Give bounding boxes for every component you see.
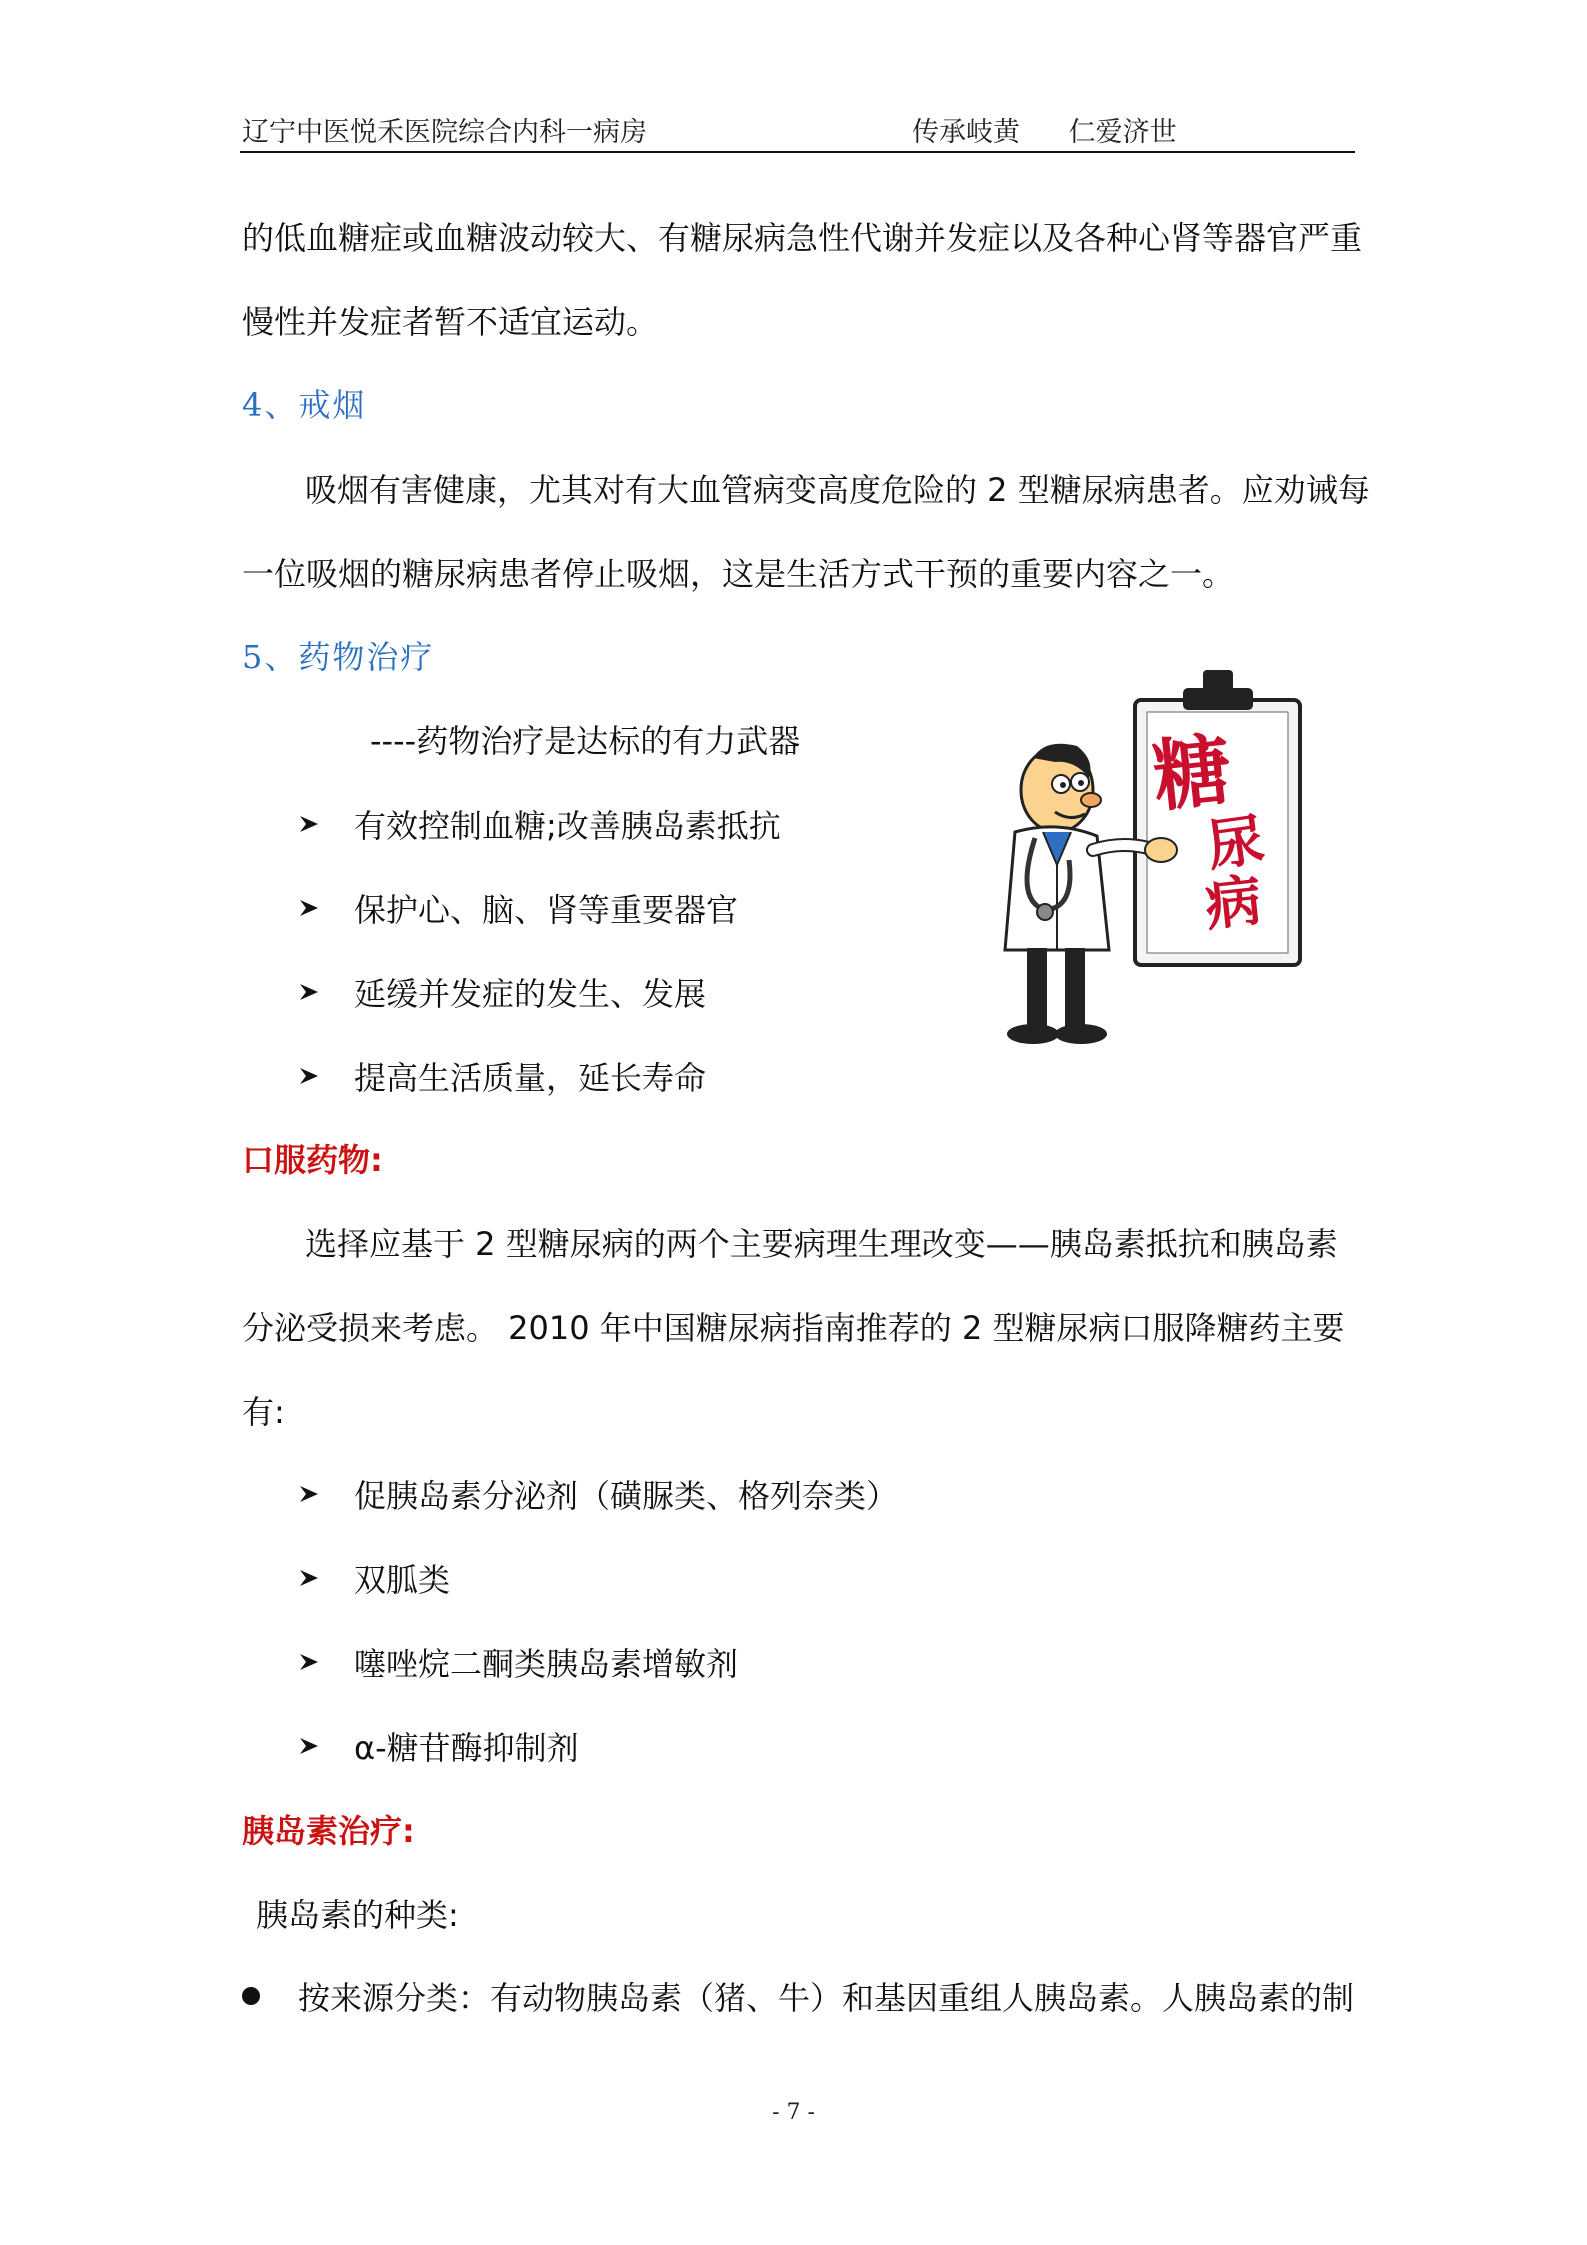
paragraph-oral-line: 有: xyxy=(242,1393,285,1431)
list-item-text: 按来源分类：有动物胰岛素（猪、牛）和基因重组人胰岛素。人胰岛素的制 xyxy=(298,1979,1355,2017)
section-heading-insulin: 胰岛素治疗: xyxy=(242,1812,415,1850)
list-item xyxy=(242,1974,1354,2018)
list-item-text: 促胰岛素分泌剂（磺脲类、格列奈类） xyxy=(354,1477,899,1515)
arrowhead-bullet-icon xyxy=(298,1651,320,1673)
section-heading-oral-drugs: 口服药物: xyxy=(242,1141,383,1179)
list-item-text: 延缓并发症的发生、发展 xyxy=(354,975,707,1013)
insulin-types-label: 胰岛素的种类: xyxy=(256,1896,459,1934)
list-item xyxy=(298,1724,579,1768)
drug-therapy-subtitle: ----药物治疗是达标的有力武器 xyxy=(370,722,801,760)
arrowhead-bullet-icon xyxy=(298,1065,320,1087)
section-heading-drug-therapy: 5、药物治疗 xyxy=(242,638,435,676)
list-item xyxy=(298,1640,738,1684)
list-item xyxy=(298,802,781,846)
list-item-text: 噻唑烷二酮类胰岛素增敏剂 xyxy=(354,1645,739,1683)
arrowhead-bullet-icon xyxy=(298,813,320,835)
header-divider xyxy=(240,151,1355,153)
paragraph-smoking-line: 一位吸烟的糖尿病患者停止吸烟，这是生活方式干预的重要内容之一。 xyxy=(242,555,1235,593)
running-header-motto: 传承岐黄 仁爱济世 xyxy=(912,117,1177,148)
paragraph-continuation-line: 的低血糖症或血糖波动较大、有糖尿病急性代谢并发症以及各种心肾等器官严重 xyxy=(242,219,1363,257)
arrowhead-bullet-icon xyxy=(298,897,320,919)
list-item-text: 有效控制血糖;改善胰岛素抵抗 xyxy=(354,807,781,845)
list-item-text: 提高生活质量，延长寿命 xyxy=(354,1059,707,1097)
paragraph-oral-line: 选择应基于 2 型糖尿病的两个主要病理生理改变——胰岛素抵抗和胰岛素 xyxy=(305,1225,1338,1263)
list-item-text: 双胍类 xyxy=(354,1561,451,1599)
paragraph-oral-line: 分泌受损来考虑。 2010 年中国糖尿病指南推荐的 2 型糖尿病口服降糖药主要 xyxy=(242,1309,1345,1347)
list-item xyxy=(298,970,706,1014)
running-header-hospital: 辽宁中医悦禾医院综合内科一病房 xyxy=(242,117,647,148)
list-item xyxy=(298,1472,898,1516)
filled-circle-bullet-icon xyxy=(242,1987,260,2005)
arrowhead-bullet-icon xyxy=(298,1735,320,1757)
arrowhead-bullet-icon xyxy=(298,1567,320,1589)
sign-character: 病 xyxy=(1202,868,1265,939)
list-item xyxy=(298,1054,706,1098)
doctor-with-stethoscope-icon xyxy=(985,660,1345,1060)
sign-character: 尿 xyxy=(1203,807,1268,880)
list-item-text: 保护心、脑、肾等重要器官 xyxy=(354,891,739,929)
paragraph-continuation-line: 慢性并发症者暂不适宜运动。 xyxy=(242,303,659,341)
list-item xyxy=(298,1556,450,1600)
list-item xyxy=(298,886,738,930)
paragraph-smoking-line: 吸烟有害健康，尤其对有大血管病变高度危险的 2 型糖尿病患者。应劝诫每 xyxy=(305,471,1370,509)
list-item-text: α-糖苷酶抑制剂 xyxy=(354,1729,579,1767)
section-heading-quit-smoking: 4、戒烟 xyxy=(242,386,367,424)
sign-character: 糖 xyxy=(1148,725,1236,824)
arrowhead-bullet-icon xyxy=(298,1483,320,1505)
arrowhead-bullet-icon xyxy=(298,981,320,1003)
page-number: - 7 - xyxy=(772,2100,815,2125)
